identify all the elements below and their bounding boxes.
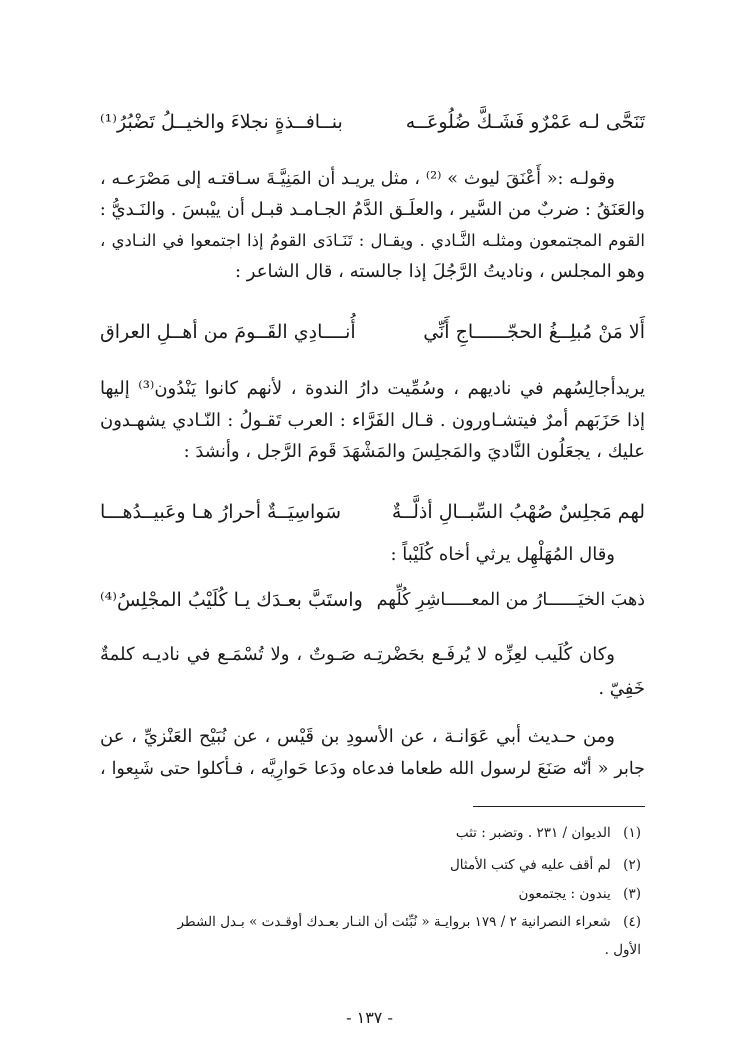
verse-1-second-hemistich: بنــافــذةٍ نجلاءَ والخيــلُ تَضْبُرُ⁽¹⁾ [100,111,343,133]
footnote-2 [100,854,641,876]
footnote-3-number: (٣) [623,886,641,902]
paragraph-4-line-2: خَفِيّ . [598,678,645,699]
footnote-2-text: لم أقف عليه في كتب الأمثال [449,857,611,873]
paragraph-5-line-2: جابر « أنّه صَنَعَ لرسول الله طعاما فدعاه ودَعا حَوارِيَّه ، فـأكلوا حتى شَبِعوا ، [100,759,645,779]
verse-4 [100,580,645,620]
verse-4-first-hemistich: ذهبَ الخيَــــــارُ من المعـــــاشِرِ كُلِّهم [376,590,645,610]
paragraph-2-line-1: يريدأجالِسُهم في ناديهم ، وسُمِّيت دارُ الندوة ، لأنهم كانوا يَنْدُون⁽³⁾ إليها [100,378,645,399]
footnote-separator [473,806,645,807]
footnote-4 [100,911,641,933]
verse-1 [100,102,645,142]
footnote-4-number: (٤) [623,914,641,930]
paragraph-2-line-2: إذا حَزَبَهم أمرٌ فيتشـاورون . قـال الفَرَّاء : العرب تَقـولُ : النّـادي يشهـدون [100,410,645,431]
paragraph-1-line-2: والعَنَقُ : ضربٌ من السَّير ، والعلَـق الدَّمُ الجـامـد قبـل أن ييْبسَ . والنَـديُّ : [99,199,645,220]
footnote-1 [100,822,641,844]
footnote-4-continuation [100,939,641,961]
page-number: - ١٣٧ - [346,1008,393,1027]
footnote-4-continuation-text: الأول . [604,942,641,958]
paragraph-5-line-1: ومن حـديث أبي عَوَانـة ، عن الأسودِ بن قَيْس ، عن نُبَيْح العَنْزيِّ ، عن [100,726,615,747]
footnote-3 [100,883,641,905]
verse-4-second-hemistich: واستَبَّ بعـدَك يـا كُلَيْبُ المجْلِسُ⁽⁴⁾ [100,589,363,611]
paragraph-1-line-3: القوم المجتمعون ومثلـه النَّـادي . ويقـال : تَنَـادَى القومُ إذا اجتمعوا في النـادي ، [100,231,645,250]
verse-2 [100,312,645,352]
paragraph-2-line-3: عليك ، يجعَلُون النَّاديَ والمَجلِسَ والمَشْهَدَ قَومَ الرَّجل ، وأنشدَ : [183,441,645,462]
footnote-3-text: يندون : يجتمعون [518,886,611,902]
paragraph-1-line-1: وقولـه :« أَعْنَقَ ليوث » ⁽²⁾ ، مثل يريـد أن المَنِيَّـةَ سـاقتـه إلى مَصْرَعـه ، [100,169,615,189]
paragraph-1-line-4: وهو المجلس ، وناديتُ الرَّجُلَ إذا جالسته ، قال الشاعر : [235,261,645,282]
footnote-1-number: (١) [623,825,641,841]
footnote-1-text: الديوان / ٢٣١ . وتضبر : تثب [455,825,611,841]
verse-3-second-hemistich: سَواسِيَــةٌ أحرارُ هـا وعَبيــدُهـــا [100,501,342,523]
verse-1-first-hemistich: تَنَحَّى لـه عَمْرٌو فَشَـكَّ ضُلُوعَــه [405,111,645,133]
paragraph-3-line-1: وقال المُهَلْهِل يرثي أخاه كُلَيْباً : [390,544,615,565]
footnote-4-text: شعراء النصرانية ٢ / ١٧٩ بروايـة « نُبِّئت أن النـار بعـدك أوقـدت » بـدل الشطر [177,914,611,930]
verse-2-second-hemistich: أُنــــادِي القَــومَ من أهــلِ العراق [100,321,356,343]
verse-3 [100,492,645,532]
verse-2-first-hemistich: أَلا مَنْ مُبلِــغُ الحجّــــــاجِ أَنِّي [423,321,645,343]
paragraph-4-line-1: وكان كُلَيب لعِزِّه لا يُرفَـع بحَضْرتِـه صَـوتٌ ، ولا تُسْمَـع في ناديـه كلمةٌ [100,644,615,665]
footnote-2-number: (٢) [623,857,641,873]
verse-3-first-hemistich: لهم مَجلِسٌ صُهْبُ السِّبــالِ أذلَّــةٌ [391,501,645,523]
